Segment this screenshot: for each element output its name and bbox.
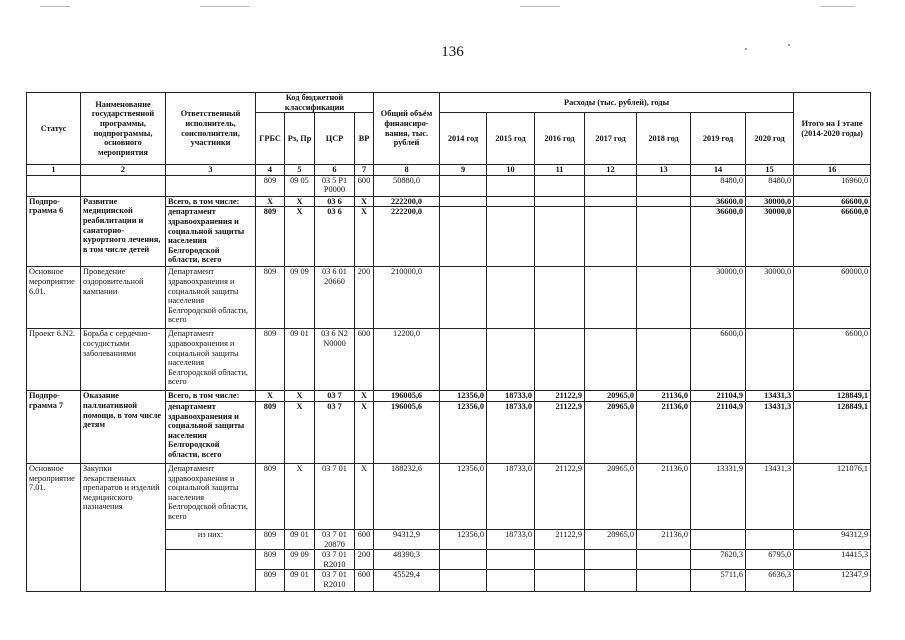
executor-cell: департамент здравоохранения и социальной защиты населения Белгородской области, всего: [166, 401, 256, 463]
name-cell: Борьба с сердечно-сосудистыми заболеваниями: [81, 329, 166, 391]
year-2016-cell: 21122,9: [535, 463, 585, 529]
header-name: Наименование государственной программы, подпрограммы, основного мероприятия: [81, 93, 166, 165]
column-number: 8: [374, 165, 440, 176]
executor-cell: Департамент здравоохранения и социальной защиты населения Белгородской области, всего: [166, 463, 256, 529]
scan-mark: [820, 6, 855, 7]
table-row: [27, 463, 871, 529]
grbs-cell: 809: [256, 207, 285, 267]
rzpr-cell: 09 01: [285, 570, 315, 592]
status-cell: Проект 6.N2.: [27, 329, 81, 391]
table-row: [27, 267, 871, 329]
stage-total-cell: 66600,0: [794, 196, 871, 207]
year-2019-cell: 7620,3: [691, 550, 746, 570]
column-number: 15: [746, 165, 794, 176]
rzpr-cell: X: [285, 196, 315, 207]
table-row: [27, 196, 871, 207]
header-year: 2020 год: [746, 113, 794, 165]
year-2020-cell: 13431,3: [746, 463, 794, 529]
year-2020-cell: 30000,0: [746, 207, 794, 267]
total-cell: 12200,0: [374, 329, 440, 391]
year-2020-cell: 8480,0: [746, 175, 794, 196]
year-2020-cell: [746, 329, 794, 391]
header-year: 2015 год: [487, 113, 535, 165]
year-2018-cell: 21136,0: [637, 391, 691, 402]
header-year: 2019 год: [691, 113, 746, 165]
stage-total-cell: 94312,9: [794, 529, 871, 549]
year-2015-cell: 18733,0: [487, 391, 535, 402]
column-number: 11: [535, 165, 585, 176]
executor-cell: Департамент здравоохранения и социальной защиты населения Белгородской области, всего: [166, 329, 256, 391]
column-number: 12: [585, 165, 637, 176]
csr-cell: 03 7 01 R2010: [315, 570, 355, 592]
total-cell: 210000,0: [374, 267, 440, 329]
header-year: 2016 год: [535, 113, 585, 165]
year-2019-cell: 30000,0: [691, 267, 746, 329]
vr-cell: X: [355, 207, 374, 267]
total-cell: 188232,6: [374, 463, 440, 529]
grbs-cell: 809: [256, 529, 285, 549]
header-total-volume: Общий объём финансиро-вания, тыс. рублей: [374, 93, 440, 165]
vr-cell: X: [355, 196, 374, 207]
year-2020-cell: 13431,3: [746, 401, 794, 463]
year-2015-cell: 18733,0: [487, 463, 535, 529]
year-2014-cell: 12356,0: [440, 463, 487, 529]
grbs-cell: 809: [256, 550, 285, 570]
status-cell: Основное мероприятие 6.01.: [27, 267, 81, 329]
year-2020-cell: 6636,3: [746, 570, 794, 592]
header-executor: Ответственный исполнитель, соисполнители, участники: [166, 93, 256, 165]
csr-cell: 03 7: [315, 391, 355, 402]
grbs-cell: 809: [256, 570, 285, 592]
rzpr-cell: X: [285, 401, 315, 463]
year-2017-cell: 20965,0: [585, 463, 637, 529]
header-year: 2017 год: [585, 113, 637, 165]
total-cell: 196005,6: [374, 391, 440, 402]
rzpr-cell: 09 05: [285, 175, 315, 196]
header-csr: ЦСР: [315, 113, 355, 165]
header-year: 2014 год: [440, 113, 487, 165]
csr-cell: 03 6: [315, 196, 355, 207]
column-number: 4: [256, 165, 285, 176]
rzpr-cell: 09 01: [285, 329, 315, 391]
grbs-cell: 809: [256, 463, 285, 529]
year-2019-cell: 36600,0: [691, 196, 746, 207]
vr-cell: 600: [355, 329, 374, 391]
year-2016-cell: 21122,9: [535, 529, 585, 549]
column-number: 14: [691, 165, 746, 176]
year-2014-cell: 12356,0: [440, 529, 487, 549]
vr-cell: 600: [355, 570, 374, 592]
status-cell: Подпро-грамма 6: [27, 196, 81, 267]
csr-cell: 03 7: [315, 401, 355, 463]
csr-cell: 03 6 N2 N0000: [315, 329, 355, 391]
total-cell: 222200,0: [374, 196, 440, 207]
executor-total-cell: Всего, в том числе:: [166, 196, 256, 207]
total-cell: 222200,0: [374, 207, 440, 267]
name-cell: Развитие медицинской реабилитации и санаторно-курортного лечения, в том числе детей: [81, 196, 166, 267]
executor-cell: департамент здравоохранения и социальной защиты населения Белгородской области, всего: [166, 207, 256, 267]
scan-mark: [520, 6, 560, 7]
column-number: 16: [794, 165, 871, 176]
year-2019-cell: 36600,0: [691, 207, 746, 267]
header-budget-code: Код бюджетной классификации: [256, 93, 374, 113]
year-2019-cell: 13331,9: [691, 463, 746, 529]
scan-mark: [40, 6, 70, 7]
grbs-cell: 809: [256, 267, 285, 329]
column-number: 13: [637, 165, 691, 176]
column-number: 2: [81, 165, 166, 176]
total-cell: 94312,9: [374, 529, 440, 549]
column-number: 6: [315, 165, 355, 176]
year-2019-cell: 21104,9: [691, 391, 746, 402]
executor-cell: Департамент здравоохранения и социальной защиты населения Белгородской области, всего: [166, 267, 256, 329]
column-number: 7: [355, 165, 374, 176]
vr-cell: 600: [355, 175, 374, 196]
stage-total-cell: 121076,1: [794, 463, 871, 529]
year-2017-cell: 20965,0: [585, 391, 637, 402]
stage-total-cell: 128849,1: [794, 391, 871, 402]
stage-total-cell: 12347,9: [794, 570, 871, 592]
stage-total-cell: 6600,0: [794, 329, 871, 391]
scan-mark: [200, 6, 250, 7]
year-2015-cell: 18733,0: [487, 529, 535, 549]
year-2016-cell: 21122,9: [535, 401, 585, 463]
stage-total-cell: 128849,1: [794, 401, 871, 463]
csr-cell: 03 6 01 20660: [315, 267, 355, 329]
csr-cell: 03 7 01: [315, 463, 355, 529]
year-2019-cell: 6600,0: [691, 329, 746, 391]
column-number: 1: [27, 165, 81, 176]
name-cell: Проведение оздоровительной кампании: [81, 267, 166, 329]
year-2014-cell: 12356,0: [440, 401, 487, 463]
rzpr-cell: X: [285, 391, 315, 402]
vr-cell: 600: [355, 529, 374, 549]
table-row: [27, 391, 871, 402]
total-cell: 196005,6: [374, 401, 440, 463]
year-2018-cell: 21136,0: [637, 529, 691, 549]
vr-cell: 200: [355, 267, 374, 329]
grbs-cell: 809: [256, 175, 285, 196]
total-cell: 48390,3: [374, 550, 440, 570]
header-status: Статус: [27, 93, 81, 165]
header-year: 2018 год: [637, 113, 691, 165]
rzpr-cell: X: [285, 463, 315, 529]
column-number: 3: [166, 165, 256, 176]
csr-cell: 03 7 01 20870: [315, 529, 355, 549]
name-cell: Закупки лекарственных препаратов и изделий медицинского назначения: [81, 463, 166, 591]
vr-cell: X: [355, 401, 374, 463]
year-2020-cell: 6795,0: [746, 550, 794, 570]
header-grbs: ГРБС: [256, 113, 285, 165]
column-number: 10: [487, 165, 535, 176]
table-row: [27, 329, 871, 391]
rzpr-cell: 09 09: [285, 550, 315, 570]
executor-total-cell: Всего, в том числе:: [166, 391, 256, 402]
year-2020-cell: 13431,3: [746, 391, 794, 402]
year-2019-cell: 5711,6: [691, 570, 746, 592]
year-2015-cell: 18733,0: [487, 401, 535, 463]
year-2014-cell: 12356,0: [440, 391, 487, 402]
name-cell: Оказание паллиативной помощи, в том числе детям: [81, 391, 166, 464]
header-vr: ВР: [355, 113, 374, 165]
year-2020-cell: [746, 529, 794, 549]
year-2017-cell: 20965,0: [585, 401, 637, 463]
rzpr-cell: 09 09: [285, 267, 315, 329]
of-which-label: из них:: [166, 529, 256, 549]
year-2019-cell: 21104,9: [691, 401, 746, 463]
budget-table: [26, 92, 871, 592]
header-expenses: Расходы (тыс. рублей), годы: [440, 93, 794, 113]
csr-cell: 03 7 01 R2010: [315, 550, 355, 570]
csr-cell: 03 5 P1 P0000: [315, 175, 355, 196]
rzpr-cell: X: [285, 207, 315, 267]
year-2020-cell: 30000,0: [746, 267, 794, 329]
column-number: 9: [440, 165, 487, 176]
status-cell: Подпро-грамма 7: [27, 391, 81, 464]
header-rz-pr: Рз, Пр: [285, 113, 315, 165]
csr-cell: 03 6: [315, 207, 355, 267]
grbs-cell: 809: [256, 329, 285, 391]
year-2017-cell: 20965,0: [585, 529, 637, 549]
year-2018-cell: 21136,0: [637, 401, 691, 463]
total-cell: 50880,0: [374, 175, 440, 196]
year-2019-cell: 8480,0: [691, 175, 746, 196]
grbs-cell: X: [256, 196, 285, 207]
page-number: 136: [441, 44, 464, 60]
total-cell: 45529,4: [374, 570, 440, 592]
header-stage-total: Итого на I этапе (2014-2020 годы): [794, 93, 871, 165]
vr-cell: 200: [355, 550, 374, 570]
stage-total-cell: 14415,3: [794, 550, 871, 570]
stage-total-cell: 60000,0: [794, 267, 871, 329]
stage-total-cell: 66600,0: [794, 207, 871, 267]
vr-cell: X: [355, 463, 374, 529]
year-2018-cell: 21136,0: [637, 463, 691, 529]
vr-cell: X: [355, 391, 374, 402]
column-number: 5: [285, 165, 315, 176]
table-row: [27, 175, 871, 196]
grbs-cell: X: [256, 391, 285, 402]
status-cell: Основное мероприятие 7.01.: [27, 463, 81, 591]
stage-total-cell: 16960,0: [794, 175, 871, 196]
year-2020-cell: 30000,0: [746, 196, 794, 207]
rzpr-cell: 09 01: [285, 529, 315, 549]
year-2019-cell: [691, 529, 746, 549]
year-2016-cell: 21122,9: [535, 391, 585, 402]
grbs-cell: 809: [256, 401, 285, 463]
